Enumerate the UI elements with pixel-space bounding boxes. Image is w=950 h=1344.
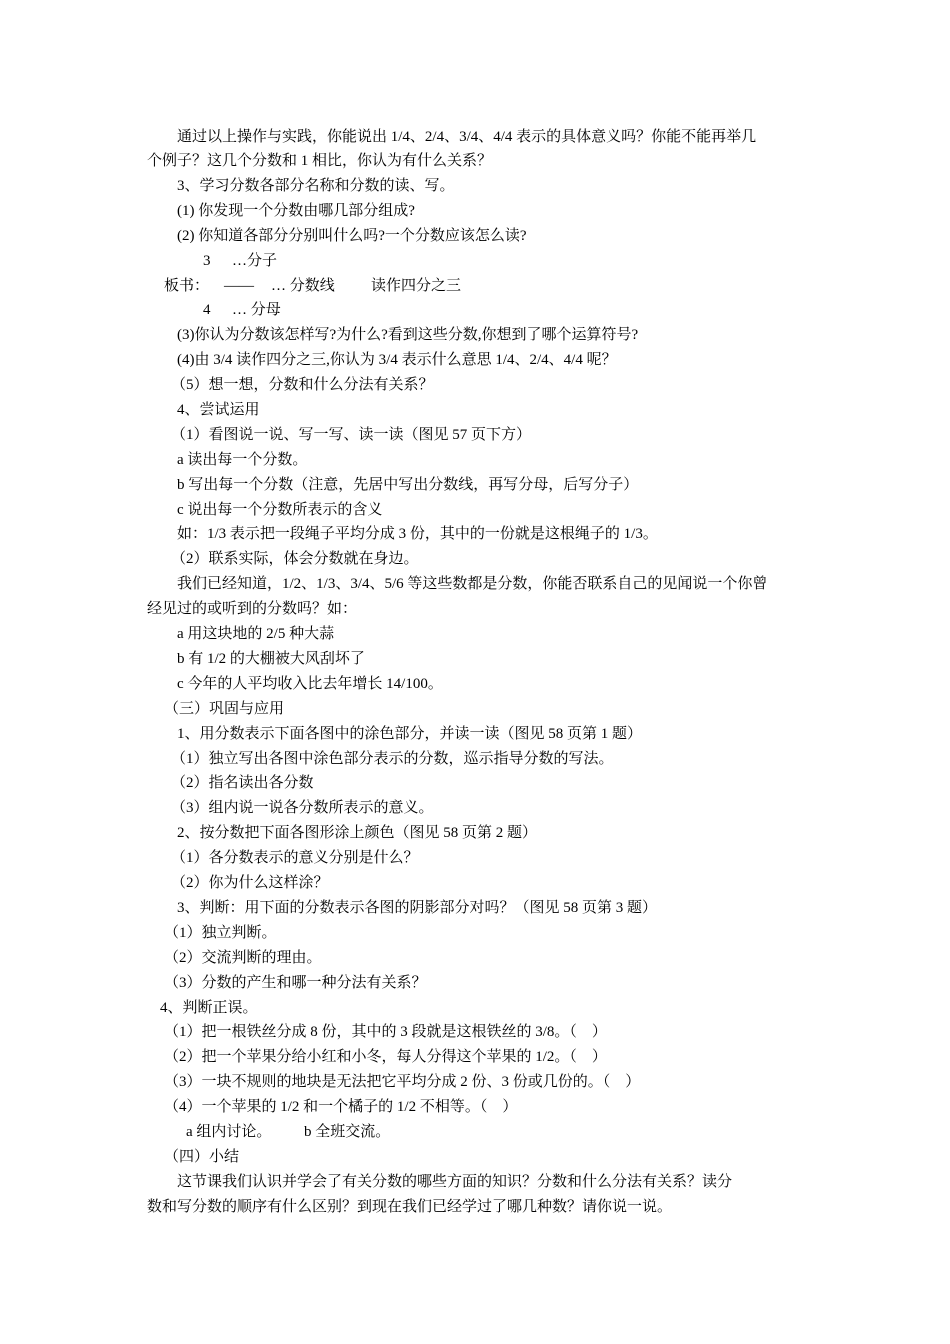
question-item: (2) 你知道各部分分别叫什么吗?一个分数应该怎么读? [177,228,527,244]
question-item: (1) 你发现一个分数由哪几部分组成? [177,203,415,219]
board-denominator: 4 [203,302,211,318]
list-item: c 说出每一个分数所表示的含义 [177,502,383,518]
task-item: （3）一块不规则的地块是无法把它平均分成 2 份、3 份或几份的。（ ） [164,1074,641,1090]
part-heading: （四）小结 [164,1149,240,1165]
task-item: 3、判断：用下面的分数表示各图的阴影部分对吗？（图见 58 页第 3 题） [177,900,658,916]
paragraph-line: 个例子？这几个分数和 1 相比，你认为有什么关系？ [147,153,493,169]
task-item: （4）一个苹果的 1/2 和一个橘子的 1/2 不相等。（ ） [164,1099,518,1115]
task-item: （2）交流判断的理由。 [164,950,322,966]
task-item: （1）把一根铁丝分成 8 份，其中的 3 段就是这根铁丝的 3/8。（ ） [164,1024,607,1040]
example-text: 如：1/3 表示把一段绳子平均分成 3 份，其中的一份就是这根绳子的 1/3。 [177,526,658,542]
list-item: b 有 1/2 的大棚被大风刮坏了 [177,651,365,667]
list-item: （2）联系实际，体会分数就在身边。 [171,551,419,567]
question-item: (4)由 3/4 读作四分之三,你认为 3/4 表示什么意思 1/4、2/4、4/4 呢？ [177,352,617,368]
task-item: 4、判断正误。 [160,1000,258,1016]
task-item: （3）组内说一说各分数所表示的意义。 [171,800,434,816]
task-item: （3）分数的产生和哪一种分法有关系？ [164,975,427,991]
paragraph-line: 经见过的或听到的分数吗？如： [147,601,358,617]
list-item: a 用这块地的 2/5 种大蒜 [177,626,335,642]
task-item: （1）独立判断。 [164,925,277,941]
board-numerator: 3 [203,253,211,269]
paragraph-line: 通过以上操作与实践，你能说出 1/4、2/4、3/4、4/4 表示的具体意义吗？你能不能再举几 [177,129,757,145]
board-reading: 读作四分之三 [371,278,462,294]
task-item: a 组内讨论。 [186,1124,272,1140]
paragraph-line: 这节课我们认识并学会了有关分数的哪些方面的知识？分数和什么分法有关系？读分 [177,1174,733,1190]
task-item: 1、用分数表示下面各图中的涂色部分，并读一读（图见 58 页第 1 题） [177,726,643,742]
section-heading: 3、学习分数各部分名称和分数的读、写。 [177,178,455,194]
list-item: b 写出每一个分数（注意，先居中写出分数线，再写分母，后写分子） [177,477,639,493]
task-item: b 全班交流。 [304,1124,391,1140]
task-item: （1）独立写出各图中涂色部分表示的分数，巡示指导分数的写法。 [171,751,614,767]
task-item: （2）你为什么这样涂？ [171,875,329,891]
paragraph-line: 我们已经知道，1/2、1/3、3/4、5/6 等这些数都是分数，你能否联系自己的见闻说一个你曾 [177,576,768,592]
task-item: （2）指名读出各分数 [171,775,314,791]
list-item: （1）看图说一说、写一写、读一读（图见 57 页下方） [171,427,532,443]
part-heading: （三）巩固与应用 [164,701,285,717]
section-heading: 4、尝试运用 [177,402,260,418]
board-label: 板书： [164,278,210,294]
question-item: （5）想一想，分数和什么分法有关系？ [171,377,434,393]
task-item: （1）各分数表示的意义分别是什么？ [171,850,419,866]
task-item: （2）把一个苹果分给小红和小冬，每人分得这个苹果的 1/2。（ ） [164,1049,607,1065]
board-denominator-note: … 分母 [232,302,281,318]
board-fraction-bar: —— [224,278,254,294]
board-numerator-note: …分子 [232,253,278,269]
list-item: c 今年的人平均收入比去年增长 14/100。 [177,676,443,692]
list-item: a 读出每一个分数。 [177,452,308,468]
paragraph-line: 数和写分数的顺序有什么区别？到现在我们已经学过了哪几种数？请你说一说。 [147,1199,673,1215]
question-item: (3)你认为分数该怎样写?为什么?看到这些分数,你想到了哪个运算符号? [177,327,639,343]
board-bar-note: … 分数线 [271,278,335,294]
task-item: 2、按分数把下面各图形涂上颜色（图见 58 页第 2 题） [177,825,538,841]
